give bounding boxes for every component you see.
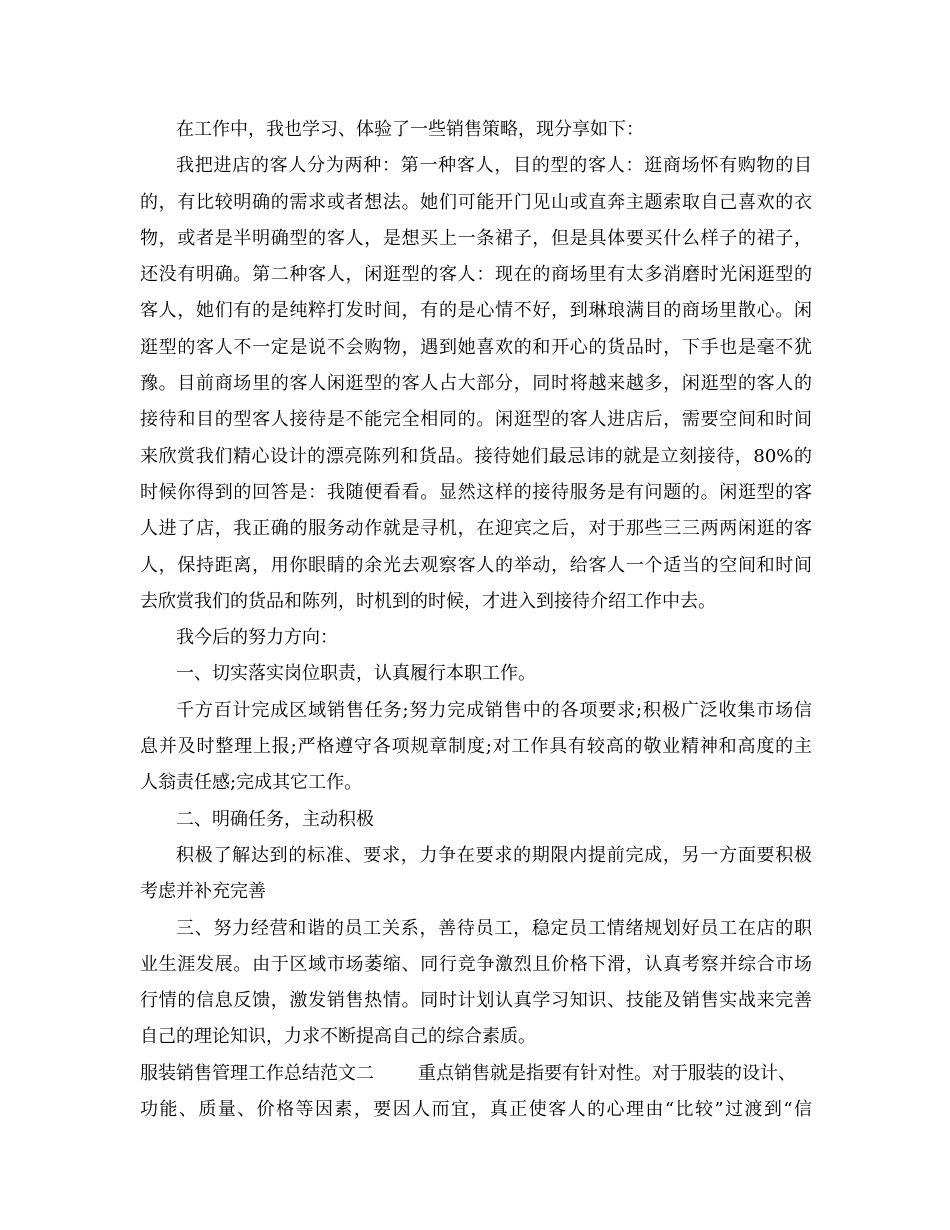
paragraph-text: 重点销售就是指要有针对性。对于服装的设计、 [418,1062,796,1084]
paragraph-line: 人进了店，我正确的服务动作就是寻机，在迎宾之后，对于那些三三两两闲逛的客 [140,518,812,540]
paragraph-line: 息并及时整理上报;严格遵守各项规章制度;对工作具有较高的敬业精神和高度的主 [140,736,812,758]
section-heading: 二、明确任务，主动积极 [176,808,374,830]
paragraph-line: 物，或者是半明确型的客人，是想买上一条裙子，但是具体要买什么样子的裙子， [140,227,812,249]
paragraph-line: 在工作中，我也学习、体验了一些销售策略，现分享如下： [176,119,644,140]
paragraph-line: 业生涯发展。由于区域市场萎缩、同行竞争激烈且价格下滑，认真考察并综合市场 [140,953,812,975]
paragraph-line: 行情的信息反馈，激发销售热情。同时计划认真学习知识、技能及销售实战来完善 [140,990,812,1012]
paragraph-line: 接待和目的型客人接待是不能完全相同的。闲逛型的客人进店后，需要空间和时间 [140,409,812,431]
paragraph-line: 积极了解达到的标准、要求，力争在要求的期限内提前完成，另一方面要积极 [176,844,812,866]
paragraph-line: 的，有比较明确的需求或者想法。她们可能开门见山或直奔主题索取自己喜欢的衣 [140,191,812,213]
paragraph-line: 豫。目前商场里的客人闲逛型的客人占大部分，同时将越来越多，闲逛型的客人的 [140,373,812,395]
paragraph-line: 千方百计完成区域销售任务;努力完成销售中的各项要求;积极广泛收集市场信 [176,699,812,721]
paragraph-line: 来欣赏我们精心设计的漂亮陈列和货品。接待她们最忌讳的就是立刻接待，80%的 [140,445,812,467]
paragraph-line: 人翁责任感;完成其它工作。 [140,772,363,794]
paragraph-line: 我把进店的客人分为两种：第一种客人，目的型的客人：逛商场怀有购物的目 [176,155,812,177]
paragraph-line: 时候你得到的回答是：我随便看看。显然这样的接待服务是有问题的。闲逛型的客 [140,481,812,503]
section-heading: 一、切实落实岗位职责，认真履行本职工作。 [176,663,536,685]
document-title: 服装销售管理工作总结范文二 [140,1062,374,1084]
paragraph-line: 逛型的客人不一定是说不会购物，遇到她喜欢的和开心的货品时，下手也是毫不犹 [140,336,812,358]
paragraph-line: 去欣赏我们的货品和陈列，时机到的时候，才进入到接待介绍工作中去。 [140,590,716,612]
paragraph-line: 三、努力经营和谐的员工关系，善待员工，稳定员工情绪规划好员工在店的职 [176,917,812,939]
paragraph-line: 人，保持距离，用你眼睛的余光去观察客人的举动，给客人一个适当的空间和时间 [140,554,812,576]
paragraph-line: 功能、质量、价格等因素，要因人而宜，真正使客人的心理由“比较”过渡到“信 [140,1099,812,1121]
paragraph-line: 考虑并补充完善 [140,881,266,903]
document-body [140,112,812,1128]
paragraph-line: 还没有明确。第二种客人，闲逛型的客人：现在的商场里有太多消磨时光闲逛型的 [140,264,812,286]
paragraph-line: 自己的理论知识，力求不断提高自己的综合素质。 [140,1026,536,1048]
paragraph-line: 我今后的努力方向： [176,627,338,649]
paragraph-line [140,1056,812,1092]
paragraph-line: 客人，她们有的是纯粹打发时间，有的是心情不好，到琳琅满目的商场里散心。闲 [140,300,812,322]
